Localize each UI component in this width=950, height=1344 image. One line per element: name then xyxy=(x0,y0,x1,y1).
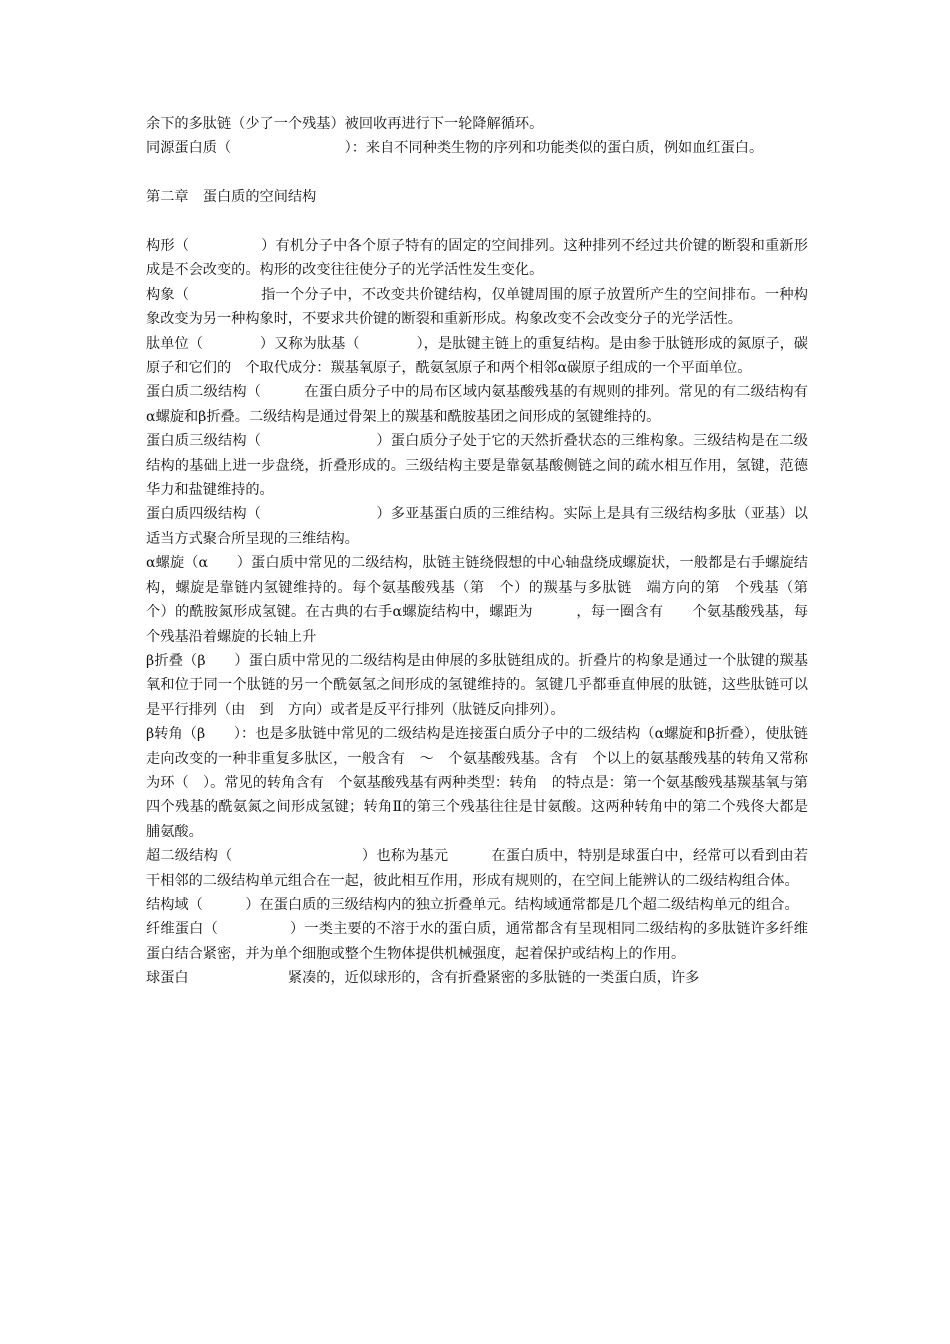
chapter-heading: 第二章 蛋白质的空间结构 xyxy=(146,189,317,206)
blank-line xyxy=(146,161,808,185)
paragraph-conformation: 构象（ 指一个分子中，不改变共价键结构，仅单键周围的原子放置所产生的空间排布。一种构象改变为另一种构象时，不要求共价键的断裂和重新形成。构象改变不会改变分子的光学活性。 xyxy=(146,286,808,328)
document-body xyxy=(146,112,837,991)
paragraph-quaternary-structure: 蛋白质四级结构（ ）多亚基蛋白质的三维结构。实际上是具有三级结构多肽（亚基）以适当方式聚合所呈现的三维结构。 xyxy=(146,506,808,547)
paragraph-fibrous-protein: 纤维蛋白（ ）一类主要的不溶于水的蛋白质，通常都含有呈现相同二级结构的多肽链许多纤维蛋白结合紧密，并为单个细胞或整个生物体提供机械强度，起着保护或结构上的作用。 xyxy=(146,921,808,962)
paragraph-configuration: 构形（ ）有机分子中各个原子特有的固定的空间排列。这种排列不经过共价键的断裂和重新形成是不会改变的。构形的改变往往使分子的光学活性发生变化。 xyxy=(146,238,808,279)
paragraph-supersecondary-structure: 超二级结构（ ）也称为基元 在蛋白质中，特别是球蛋白中，经常可以看到由若干相邻的二级结构单元组合在一起，彼此相互作用，形成有规则的，在空间上能辨认的二级结构组合体。 xyxy=(146,848,808,889)
paragraph-beta-sheet: β折叠（β ）蛋白质中常见的二级结构是由伸展的多肽链组成的。折叠片的构象是通过一个肽键的羰基氧和位于同一个肽链的另一个酰氨氢之间形成的氢键维持的。氢键几乎都垂直伸展的肽链，这些肽链可以是平行排列（由 到 方向）或者是反平行排列（肽链反向排列）。 xyxy=(146,652,808,718)
paragraph-beta-turn: β转角（β ）：也是多肽链中常见的二级结构是连接蛋白质分子中的二级结构（α螺旋和β折叠），使肽链走向改变的一种非重复多肽区，一般含有 ～ 个氨基酸残基。含有 个以上的氨基酸残基的转角又常称为环（ ）。常见的转角含有 个氨基酸残基有两种类型：转角 的特点是：第一个氨基酸残基羰基氧与第四个残基的酰氨氮之间形成氢键；转角Ⅱ的第三个残基往往是甘氨酸。这两种转角中的第二个残佟大都是脯氨酸。 xyxy=(146,726,808,840)
paragraph-globular-protein: 球蛋白 紧凑的，近似球形的，含有折叠紧密的多肽链的一类蛋白质，许多 xyxy=(146,970,700,987)
paragraph-domain: 结构域（ ）在蛋白质的三级结构内的独立折叠单元。结构域通常都是几个超二级结构单元的组合。 xyxy=(146,896,799,913)
paragraph-peptide-unit: 肽单位（ ）又称为肽基（ ），是肽键主链上的重复结构。是由参于肽链形成的氮原子，碳原子和它们的 个取代成分：羰基氧原子，酰氨氢原子和两个相邻α碳原子组成的一个平面单位。 xyxy=(146,335,808,377)
paragraph-homologous-protein: 同源蛋白质（ ）：来自不同种类生物的序列和功能类似的蛋白质，例如血红蛋白。 xyxy=(146,140,764,157)
paragraph-secondary-structure: 蛋白质二级结构（ 在蛋白质分子中的局布区域内氨基酸残基的有规则的排列。常见的有二级结构有α螺旋和β折叠。二级结构是通过骨架上的羰基和酰胺基团之间形成的氢键维持的。 xyxy=(146,384,808,425)
paragraph-tertiary-structure: 蛋白质三级结构（ ）蛋白质分子处于它的天然折叠状态的三维构象。三级结构是在二级结构的基础上进一步盘绕，折叠形成的。三级结构主要是靠氨基酸侧链之间的疏水相互作用，氢键，范德华力和盐键维持的。 xyxy=(146,433,808,499)
paragraph-degradation-cycle: 余下的多肽链（少了一个残基）被回收再进行下一轮降解循环。 xyxy=(146,116,544,132)
paragraph-alpha-helix: α螺旋（α ）蛋白质中常见的二级结构，肽链主链绕假想的中心轴盘绕成螺旋状，一般都是右手螺旋结构，螺旋是靠链内氢键维持的。每个氨基酸残基（第 个）的羰基与多肽链 端方向的第 个残基（第 个）的酰胺氮形成氢键。在古典的右手α螺旋结构中，螺距为 ，每一圈含有 个氨基酸残基，每个残基沿着螺旋的长轴上升 xyxy=(146,555,837,645)
blank-line xyxy=(146,210,808,234)
